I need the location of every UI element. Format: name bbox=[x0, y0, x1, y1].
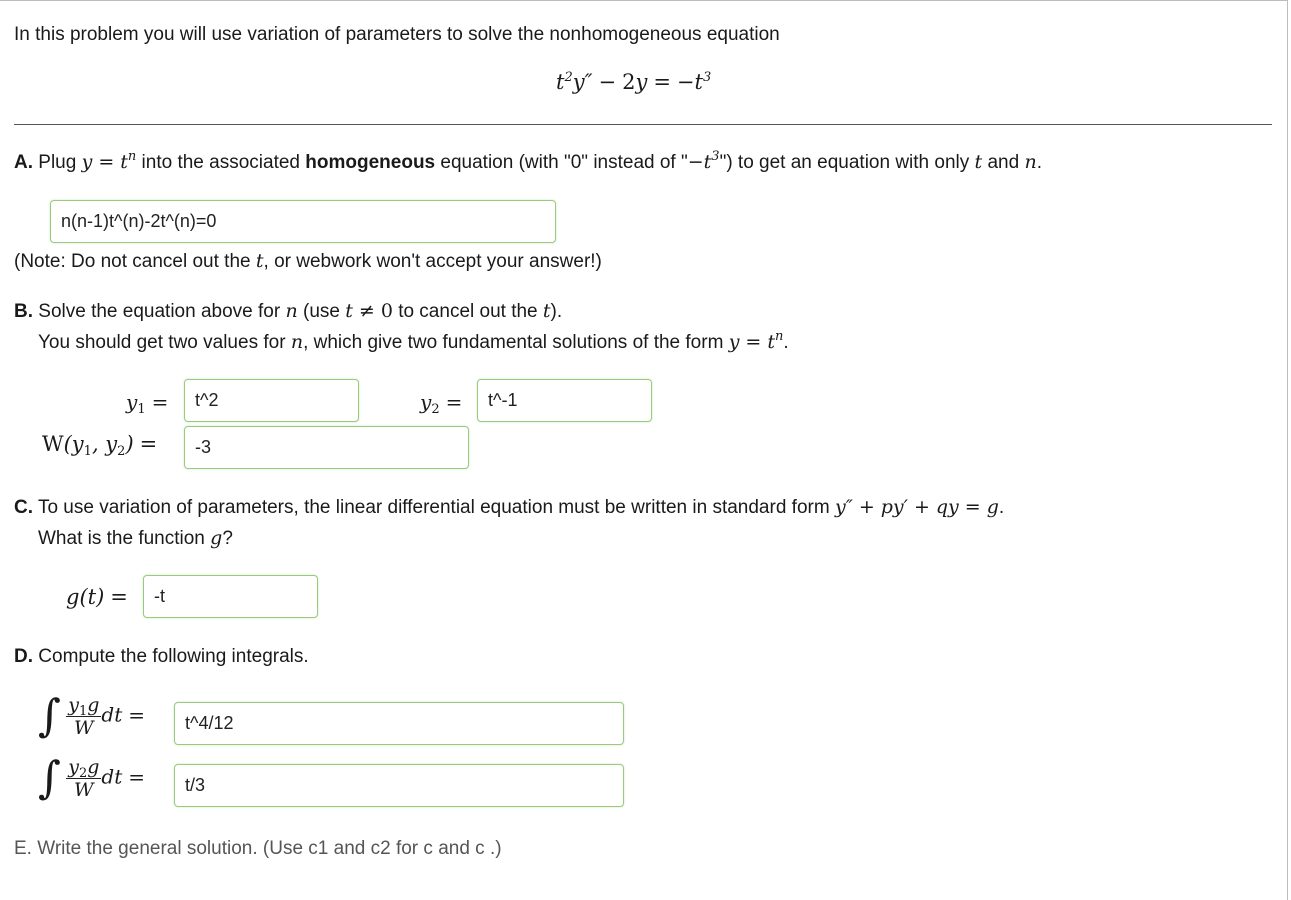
main-equation: $t^2y'' - 2y = -t^3$ bbox=[556, 70, 712, 94]
g-answer-input[interactable]: -t bbox=[143, 575, 318, 618]
part-a-and: and bbox=[987, 152, 1020, 173]
part-c-text1: To use variation of parameters, the linear differential equation must be written in standard form bbox=[37, 497, 830, 518]
part-c-line2-text: What is the function bbox=[38, 528, 205, 549]
divider bbox=[14, 124, 1272, 125]
part-b-prompt: B. Solve the equation above for n (use t ≠ 0 to cancel out the t). bbox=[14, 300, 563, 322]
part-a-text2: into the associated bbox=[141, 152, 300, 173]
g-label: g(t) = bbox=[66, 585, 128, 609]
part-b-text1: Solve the equation above for bbox=[38, 301, 281, 322]
part-b-line2a: You should get two values for bbox=[38, 332, 286, 353]
part-a-text4: ") to get an equation with only bbox=[719, 152, 970, 173]
part-d-letter: D. bbox=[14, 646, 33, 667]
integral-1-answer-input[interactable]: t^4/12 bbox=[174, 702, 624, 745]
part-d-text: Compute the following integrals. bbox=[38, 646, 309, 667]
part-a-letter: A. bbox=[14, 152, 33, 173]
part-b-text3: to cancel out the bbox=[398, 301, 538, 322]
integral-1-label: ∫ $\frac{y_1g}{W}$ dt = bbox=[38, 690, 146, 742]
part-b-text4: ). bbox=[550, 301, 563, 322]
intro-text: In this problem you will use variation of parameters to solve the nonhomogeneous equation bbox=[14, 24, 780, 45]
y1-label: $y_1$ = bbox=[126, 390, 169, 417]
part-b-line2b: , which give two fundamental solutions of the form bbox=[303, 332, 724, 353]
homogeneous-answer-input[interactable]: n(n-1)t^(n)-2t^(n)=0 bbox=[50, 200, 556, 243]
part-e-prompt: E. Write the general solution. (Use c1 and c2 for c and c .) bbox=[14, 838, 502, 859]
part-a-text1: Plug bbox=[38, 152, 77, 173]
part-a-prompt: A. Plug $y = t^n$ into the associated homogeneous equation (with "0" instead of "$-t^3$") to get an equation with only t and n. bbox=[14, 149, 1042, 173]
part-c-prompt: C. To use variation of parameters, the linear differential equation must be written in standard form y″ + py′ + qy = g. bbox=[14, 496, 1005, 518]
wronskian-answer-input[interactable]: -3 bbox=[184, 426, 469, 469]
part-b-letter: B. bbox=[14, 301, 33, 322]
y2-label: $y_2$ = bbox=[420, 390, 463, 417]
note-text: (Note: Do not cancel out the bbox=[14, 251, 251, 272]
part-a-text3: equation (with "0" instead of " bbox=[440, 152, 688, 173]
part-d-prompt bbox=[14, 646, 309, 668]
part-b-text2: (use bbox=[303, 301, 340, 322]
part-b-line2: You should get two values for n, which give two fundamental solutions of the form $y = t^n$. bbox=[38, 329, 789, 353]
part-c-line2: What is the function g? bbox=[38, 527, 233, 549]
part-c-letter: C. bbox=[14, 497, 33, 518]
note-end: , or webwork won't accept your answer!) bbox=[263, 251, 602, 272]
part-a-note: (Note: Do not cancel out the t, or webwork won't accept your answer!) bbox=[14, 250, 602, 272]
integral-2-label: ∫ $\frac{y_2g}{W}$ dt = bbox=[38, 752, 146, 804]
part-a-bold: homogeneous bbox=[305, 152, 436, 173]
y2-answer-input[interactable]: t^-1 bbox=[477, 379, 652, 422]
y1-answer-input[interactable]: t^2 bbox=[184, 379, 359, 422]
wronskian-label: $W(y_1$, $y_2$) = bbox=[42, 432, 158, 459]
integral-2-answer-input[interactable]: t/3 bbox=[174, 764, 624, 807]
